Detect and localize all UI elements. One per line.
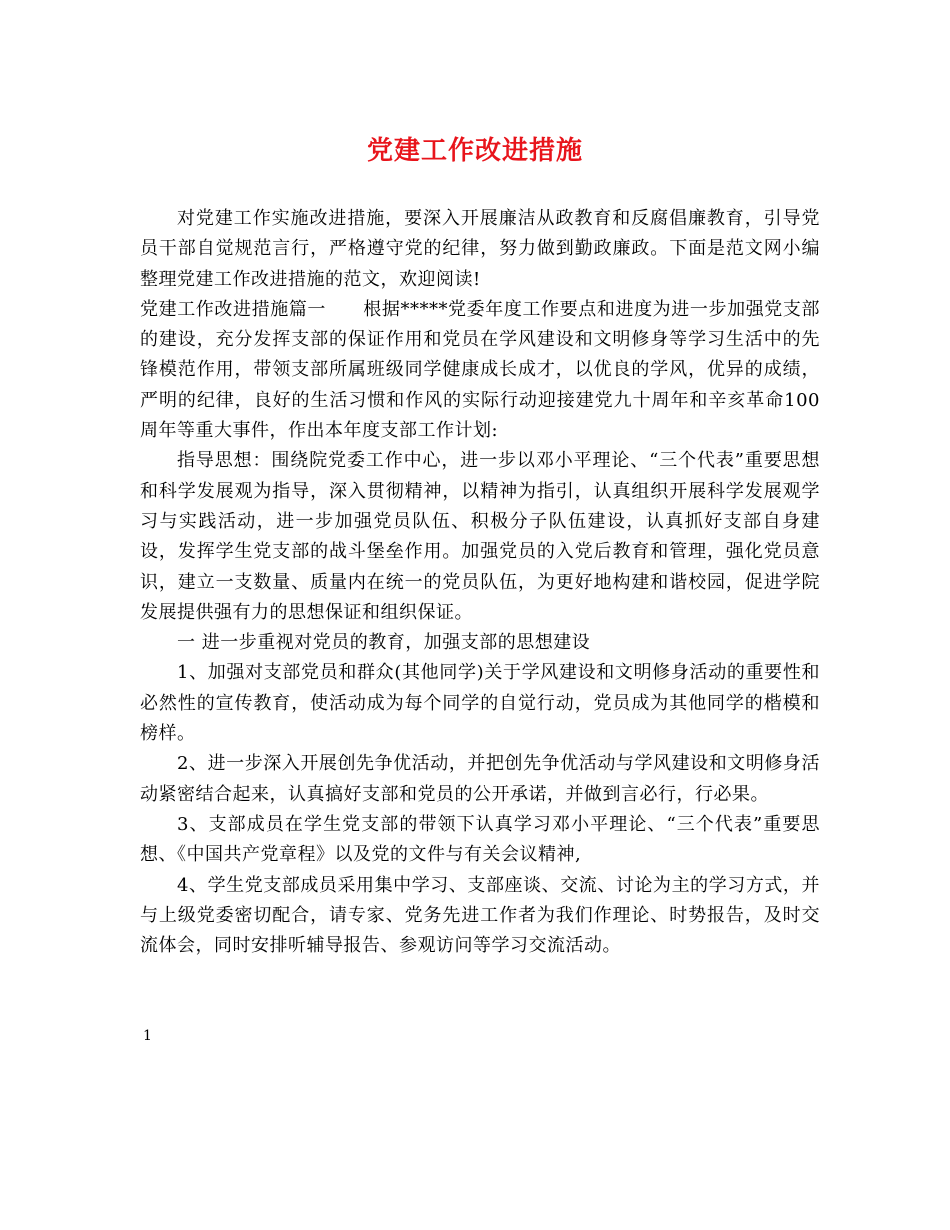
document-title: 党建工作改进措施 — [366, 136, 583, 166]
paragraph-section-one: 党建工作改进措施篇一 根据*****党委年度工作要点和进度为进一步加强党支部的建设，充分发挥支部的保证作用和党员在学风建设和文明修身等学习生活中的先锋模范作用，带领支部所属班级同学健康成长成才，以优良的学风，优异的成绩，严明的纪律，良好的生活习惯和作风的实际行动迎接建党九十周年和辛亥革命100周年等重大事件，作出本年度支部工作计划: — [140, 298, 820, 442]
paragraph-intro: 对党建工作实施改进措施，要深入开展廉洁从政教育和反腐倡廉教育，引导党员干部自觉规范言行，严格遵守党的纪律，努力做到勤政廉政。下面是范文网小编整理党建工作改进措施的范文，欢迎阅读! — [140, 208, 820, 290]
paragraph-item-1: 1、加强对支部党员和群众(其他同学)关于学风建设和文明修身活动的重要性和必然性的宣传教育，使活动成为每个同学的自觉行动，党员成为其他同学的楷模和榜样。 — [140, 662, 820, 745]
document-body — [140, 204, 820, 961]
page-number: 1 — [143, 1028, 152, 1044]
paragraph-item-3: 3、支部成员在学生党支部的带领下认真学习邓小平理论、“三个代表”重要思想、《中国共产党章程》以及党的文件与有关会议精神, — [140, 813, 820, 866]
paragraph-item-2: 2、进一步深入开展创先争优活动，并把创先争优活动与学风建设和文明修身活动紧密结合起来，认真搞好支部和党员的公开承诺，并做到言必行，行必果。 — [140, 753, 820, 805]
paragraph-item-4: 4、学生党支部成员采用集中学习、支部座谈、交流、讨论为主的学习方式，并与上级党委密切配合，请专家、党务先进工作者为我们作理论、时势报告，及时交流体会，同时安排听辅导报告、参观访问等学习交流活动。 — [140, 874, 820, 957]
paragraph-guiding-thought: 指导思想：围绕院党委工作中心，进一步以邓小平理论、“三个代表”重要思想和科学发展观为指导，深入贯彻精神，以精神为指引，认真组织开展科学发展观学习与实践活动，进一步加强党员队伍、积极分子队伍建设，认真抓好支部自身建设，发挥学生党支部的战斗堡垒作用。加强党员的入党后教育和管理，强化党员意识，建立一支数量、质量内在统一的党员队伍，为更好地构建和谐校园，促进学院发展提供强有力的思想保证和组织保证。 — [140, 450, 820, 623]
paragraph-heading-one: 一 进一步重视对党员的教育，加强支部的思想建设 — [177, 632, 591, 654]
